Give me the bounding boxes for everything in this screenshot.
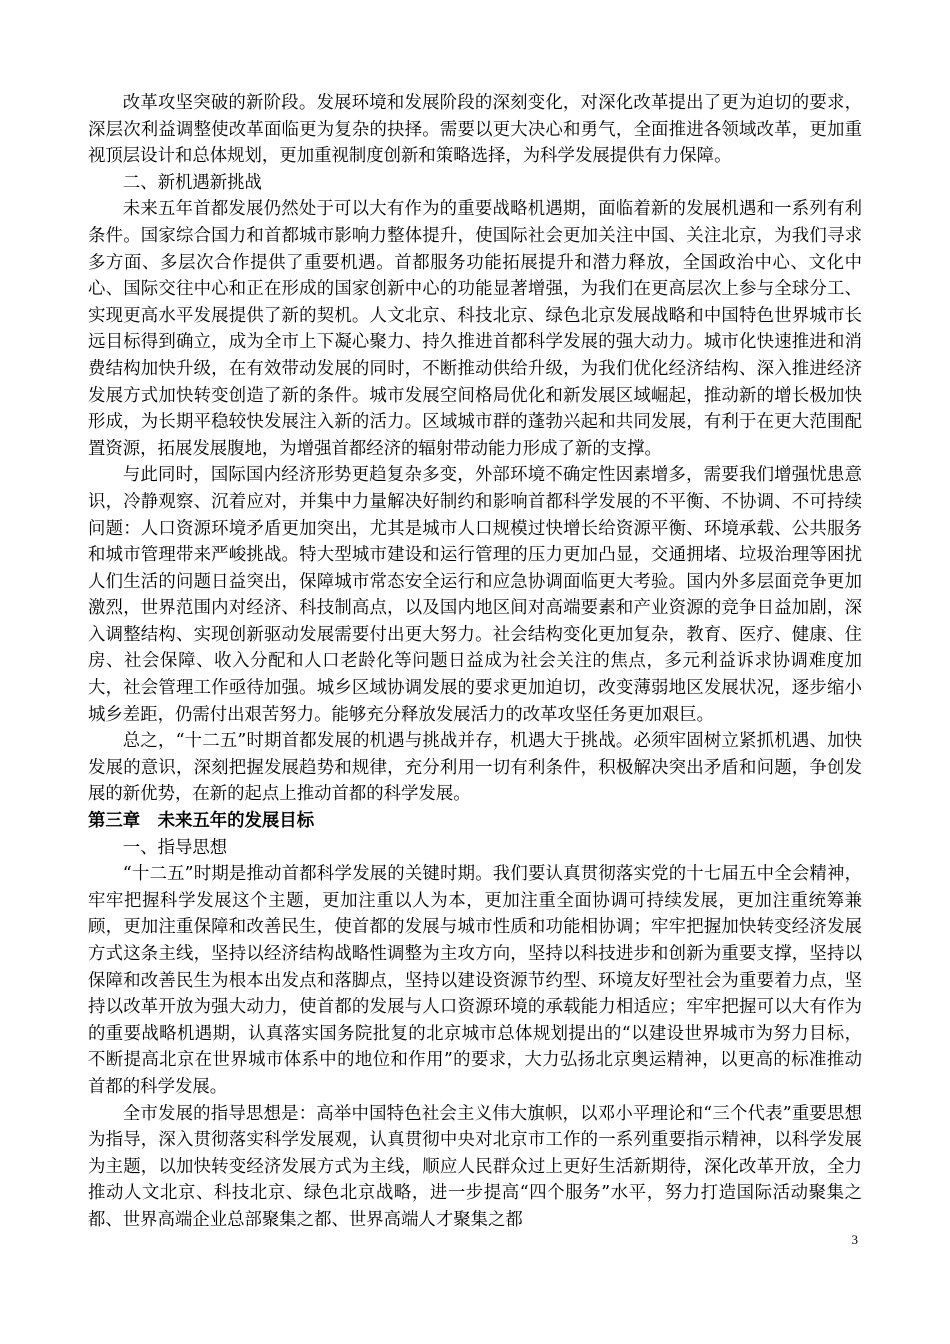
paragraph-opportunities: 未来五年首都发展仍然处于可以大有作为的重要战略机遇期，面临着新的发展机遇和一系列有利条件。国家综合国力和首都城市影响力整体提升，使国际社会更加关注中国、关注北京，为我们寻求多方面、多层次合作提供了重要机遇。首都服务功能拓展提升和潜力释放，全国政治中心、文化中心、国际交往中心和正在形成的国家创新中心的功能显著增强，为我们在更高层次上参与全球分工、实现更高水平发展提供了新的契机。人文北京、科技北京、绿色北京发展战略和中国特色世界城市长远目标得到确立，成为全市上下凝心聚力、持久推进首都科学发展的强大动力。城市化快速推进和消费结构加快升级，在有效带动发展的同时，不断推动供给升级，为我们优化经济结构、深入推进经济发展方式加快转变创造了新的条件。城市发展空间格局优化和新发展区域崛起，推动新的增长极加快形成，为长期平稳较快发展注入新的活力。区域城市群的蓬勃兴起和共同发展，有利于在更大范围配置资源，拓展发展腹地，为增强首都经济的辐射带动能力形成了新的支撑。	[88, 199, 862, 459]
chapter-heading: 第三章 未来五年的发展目标	[88, 811, 315, 832]
document-body	[88, 90, 862, 1234]
paragraph-reform: 改革攻坚突破的新阶段。发展环境和发展阶段的深刻变化，对深化改革提出了更为迫切的要求，深层次利益调整使改革面临更为复杂的抉择。需要以更大决心和勇气，全面推进各领域改革，更加重视顶层设计和总体规划，更加重视制度创新和策略选择，为科学发展提供有力保障。	[88, 93, 862, 167]
page-number: 3	[851, 1232, 858, 1247]
paragraph-guiding-ideology: 全市发展的指导思想是：高举中国特色社会主义伟大旗帜，以邓小平理论和“三个代表”重要思想为指导，深入贯彻落实科学发展观，认真贯彻中央对北京市工作的一系列重要指示精神，以科学发展为主题，以加快转变经济发展方式为主线，顺应人民群众过上更好生活新期待，深化改革开放，全力推动人文北京、科技北京、绿色北京战略，进一步提高“四个服务”水平，努力打造国际活动聚集之都、世界高端企业总部聚集之都、世界高端人才聚集之都	[88, 1103, 862, 1230]
section-heading-guiding-ideology: 一、指导思想	[122, 837, 228, 858]
section-heading-new-opportunities: 二、新机遇新挑战	[122, 172, 262, 193]
paragraph-summary: 总之，“十二五”时期首都发展的机遇与挑战并存，机遇大于挑战。必须牢固树立紧抓机遇、加快发展的意识，深刻把握发展趋势和规律，充分利用一切有利条件，积极解决突出矛盾和问题，争创发展的新优势，在新的起点上推动首都的科学发展。	[88, 731, 862, 805]
paragraph-challenges: 与此同时，国际国内经济形势更趋复杂多变，外部环境不确定性因素增多，需要我们增强忧患意识，冷静观察、沉着应对，并集中力量解决好制约和影响首都科学发展的不平衡、不协调、不可持续问题：人口资源环境矛盾更加突出，尤其是城市人口规模过快增长给资源平衡、环境承载、公共服务和城市管理带来严峻挑战。特大型城市建设和运行管理的压力更加凸显，交通拥堵、垃圾治理等困扰人们生活的问题日益突出，保障城市常态安全运行和应急协调面临更大考验。国内外多层面竞争更加激烈，世界范围内对经济、科技制高点，以及国内地区间对高端要素和产业资源的竞争日益加剧，深入调整结构、实现创新驱动发展需要付出更大努力。社会结构变化更加复杂，教育、医疗、健康、住房、社会保障、收入分配和人口老龄化等问题日益成为社会关注的焦点，多元利益诉求协调难度加大，社会管理工作亟待加强。城乡区域协调发展的要求更加迫切，改变薄弱地区发展状况，逐步缩小城乡差距，仍需付出艰苦努力。能够充分释放发展活力的改革攻坚任务更加艰巨。	[88, 465, 862, 725]
paragraph-key-period: “十二五”时期是推动首都科学发展的关键时期。我们要认真贯彻落实党的十七届五中全会精神，牢牢把握科学发展这个主题，更加注重以人为本，更加注重全面协调可持续发展，更加注重统筹兼顾，更加注重保障和改善民生，使首都的发展与城市性质和功能相协调；牢牢把握加快转变经济发展方式这条主线，坚持以经济结构战略性调整为主攻方向，坚持以科技进步和创新为重要支撑，坚持以保障和改善民生为根本出发点和落脚点，坚持以建设资源节约型、环境友好型社会为重要着力点，坚持以改革开放为强大动力，使首都的发展与人口资源环境的承载能力相适应；牢牢把握可以大有作为的重要战略机遇期，认真落实国务院批复的北京城市总体规划提出的“以建设世界城市为努力目标，不断提高北京在世界城市体系中的地位和作用”的要求，大力弘扬北京奥运精神，以更高的标准推动首都的科学发展。	[88, 864, 862, 1097]
